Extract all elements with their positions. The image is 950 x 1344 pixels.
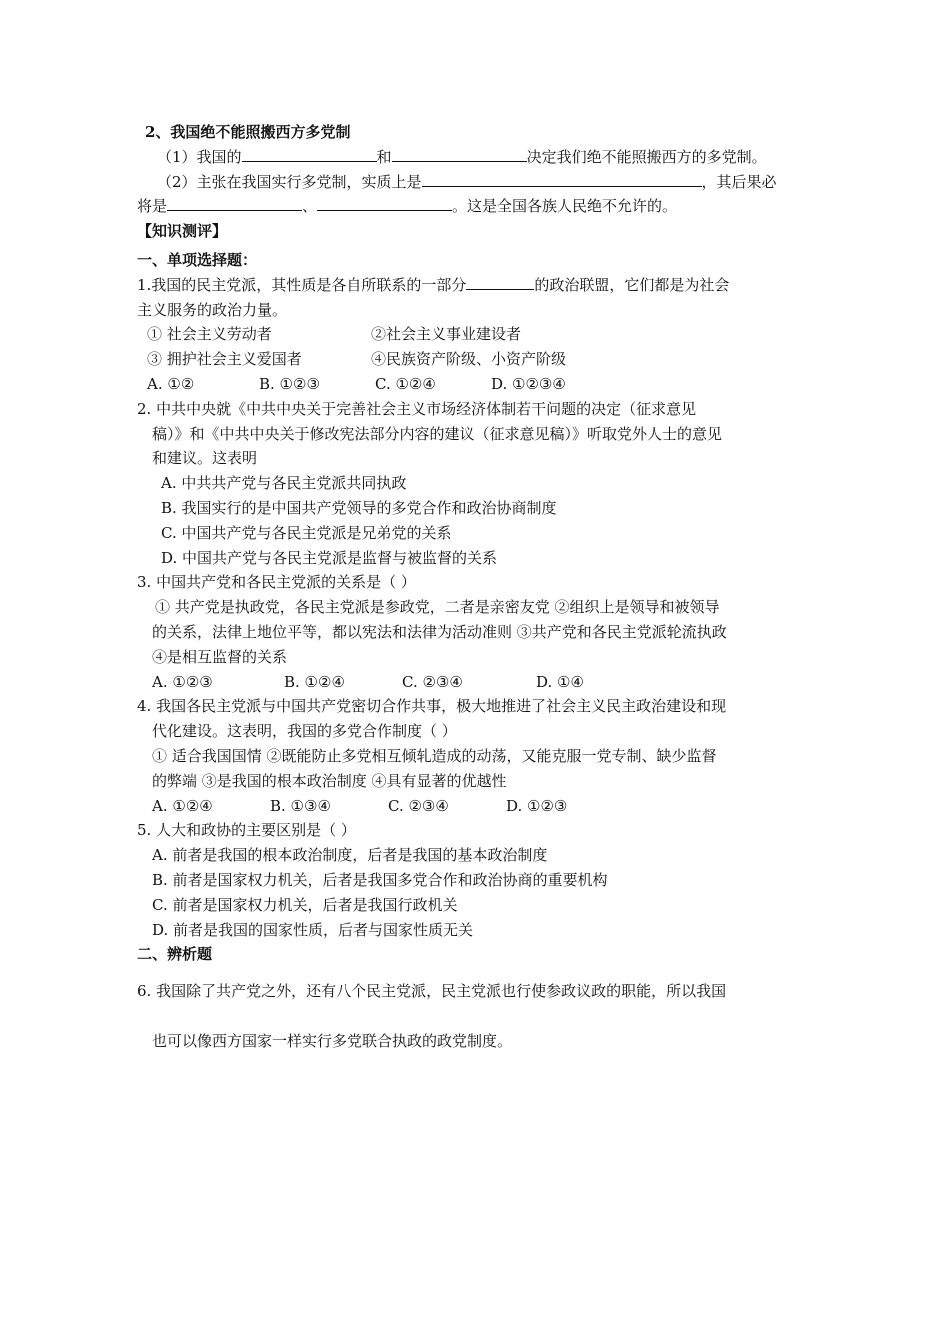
choice-b[interactable]: B. ①③④ bbox=[270, 796, 331, 815]
answer-blank[interactable] bbox=[392, 146, 527, 162]
q-text: （1）我国的 bbox=[157, 147, 242, 166]
choice-c[interactable]: C. ①②④ bbox=[375, 374, 436, 393]
answer-blank[interactable] bbox=[422, 171, 702, 187]
option-item: ① 社会主义劳动者 bbox=[147, 325, 272, 344]
q3-line3: 的关系，法律上地位平等，都以宪法和法律为活动准则 ③共产党和各民主党派轮流执政 bbox=[152, 622, 727, 641]
q-text: ，其后果必 bbox=[701, 172, 777, 191]
q1-line1 bbox=[137, 273, 817, 298]
option-item: ④民族资产阶级、小资产阶级 bbox=[371, 350, 567, 369]
q5-line1: 5. 人大和政协的主要区别是（ ） bbox=[137, 821, 356, 840]
q-text: 。这是全国各族人民绝不允许的。 bbox=[452, 197, 678, 216]
q6-line1: 6. 我国除了共产党之外，还有八个民主党派，民主党派也行使参政议政的职能，所以我国 bbox=[137, 982, 727, 1001]
choice-c[interactable]: C. ②③④ bbox=[388, 796, 449, 815]
q1-choices bbox=[147, 372, 827, 397]
q4-line3: ① 适合我国国情 ②既能防止多党相互倾轧造成的动荡，又能克服一党专制、缺少监督 bbox=[152, 746, 717, 765]
q4-line1: 4. 我国各民主党派与中国共产党密切合作共事，极大地推进了社会主义民主政治建设和现 bbox=[137, 697, 727, 716]
q5-option-d[interactable]: D. 前者是我国的国家性质，后者与国家性质无关 bbox=[152, 920, 474, 939]
sec2-question-1 bbox=[157, 145, 837, 170]
q4-choices bbox=[152, 794, 832, 819]
choice-d[interactable]: D. ①②③④ bbox=[491, 374, 566, 393]
knowledge-eval-title: 【知识测评】 bbox=[137, 222, 228, 241]
q2-option-c[interactable]: C. 中国共产党与各民主党派是兄弟党的关系 bbox=[161, 523, 452, 542]
q2-line1: 2. 中共中央就《中共中央关于完善社会主义市场经济体制若干问题的决定（征求意见 bbox=[137, 399, 697, 418]
q3-choices bbox=[152, 670, 832, 695]
q-text: 的政治联盟，它们都是为社会 bbox=[534, 275, 730, 294]
sec2-question-2 bbox=[157, 170, 837, 195]
choice-a[interactable]: A. ①②③ bbox=[152, 672, 213, 691]
q3-line2: ① 共产党是执政党，各民主党派是参政党，二者是亲密友党 ②组织上是领导和被领导 bbox=[155, 598, 720, 617]
section-2-title: 2、我国绝不能照搬西方多党制 bbox=[145, 123, 351, 141]
choice-a[interactable]: A. ①② bbox=[147, 374, 195, 393]
part2-title: 二、辨析题 bbox=[137, 945, 213, 964]
choice-a[interactable]: A. ①②④ bbox=[152, 796, 213, 815]
choice-d[interactable]: D. ①④ bbox=[536, 672, 584, 691]
choice-b[interactable]: B. ①②④ bbox=[284, 672, 345, 691]
q2-option-d[interactable]: D. 中国共产党与各民主党派是监督与被监督的关系 bbox=[161, 548, 498, 567]
part1-title: 一、单项选择题： bbox=[137, 250, 258, 269]
q5-option-c[interactable]: C. 前者是国家权力机关，后者是我国行政机关 bbox=[152, 895, 458, 914]
q6-line2: 也可以像西方国家一样实行多党联合执政的政党制度。 bbox=[152, 1031, 513, 1050]
choice-b[interactable]: B. ①②③ bbox=[259, 374, 320, 393]
q2-line3: 和建议。这表明 bbox=[152, 449, 258, 468]
q1-line2: 主义服务的政治力量。 bbox=[137, 300, 288, 319]
answer-blank[interactable] bbox=[167, 195, 302, 211]
q1-options-row1 bbox=[147, 322, 827, 347]
q2-line2: 稿）》和《中共中央关于修改宪法部分内容的建议（征求意见稿）》听取党外人士的意见 bbox=[152, 424, 723, 443]
q-text: 将是 bbox=[137, 197, 168, 216]
sec2-question-2-cont bbox=[137, 194, 817, 219]
q2-option-b[interactable]: B. 我国实行的是中国共产党领导的多党合作和政治协商制度 bbox=[161, 498, 557, 517]
q-text: （2）主张在我国实行多党制，实质上是 bbox=[157, 172, 422, 191]
q4-line2: 代化建设。这表明，我国的多党合作制度（ ） bbox=[152, 722, 457, 741]
q5-option-a[interactable]: A. 前者是我国的根本政治制度，后者是我国的基本政治制度 bbox=[152, 846, 548, 865]
q-text: 和 bbox=[376, 147, 392, 166]
document-page bbox=[137, 120, 817, 1054]
q1-options-row2 bbox=[147, 347, 827, 372]
q-text: 、 bbox=[302, 197, 318, 216]
q4-line4: 的弊端 ③是我国的根本政治制度 ④具有显著的优越性 bbox=[152, 771, 507, 790]
q-text: 1.我国的民主党派，其性质是各自所联系的一部分 bbox=[137, 275, 467, 294]
option-item: ②社会主义事业建设者 bbox=[371, 325, 522, 344]
q5-option-b[interactable]: B. 前者是国家权力机关，后者是我国多党合作和政治协商的重要机构 bbox=[152, 870, 608, 889]
q-text: 决定我们绝不能照搬西方的多党制。 bbox=[526, 147, 767, 166]
answer-blank[interactable] bbox=[466, 274, 534, 290]
answer-blank[interactable] bbox=[317, 195, 452, 211]
option-item: ③ 拥护社会主义爱国者 bbox=[147, 350, 302, 369]
q2-option-a[interactable]: A. 中共共产党与各民主党派共同执政 bbox=[161, 474, 407, 493]
q3-line4: ④是相互监督的关系 bbox=[152, 647, 288, 666]
answer-blank[interactable] bbox=[242, 146, 377, 162]
choice-c[interactable]: C. ②③④ bbox=[402, 672, 463, 691]
choice-d[interactable]: D. ①②③ bbox=[506, 796, 568, 815]
q3-line1: 3. 中国共产党和各民主党派的关系是（ ） bbox=[137, 573, 416, 592]
